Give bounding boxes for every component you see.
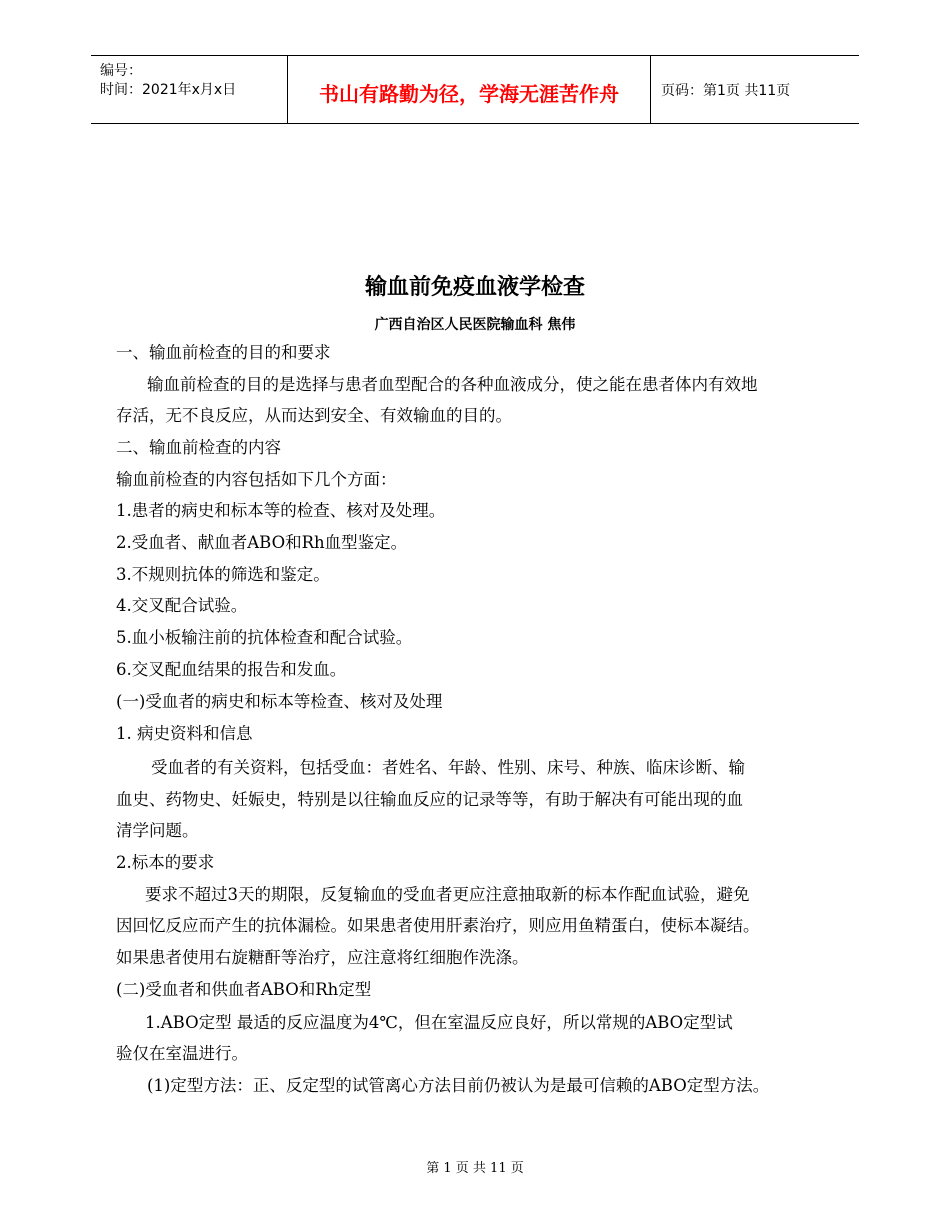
body-line: 输血前检查的目的是选择与患者血型配合的各种血液成分，使之能在患者体内有效地 [147,375,758,394]
document-date: 时间：2021年x月x日 [100,82,237,98]
body-line: (1)定型方法：正、反定型的试管离心方法目前仍被认为是最可信赖的ABO定型方法。 [147,1076,770,1095]
document-number-label: 编号： [100,63,142,79]
subsection-heading: 1. 病史资料和信息 [116,724,253,743]
body-line: 1.ABO定型 最适的反应温度为4℃，但在室温反应良好，所以常规的ABO定型试 [145,1013,733,1032]
document-header [91,55,859,124]
subsection-heading: 2.标本的要求 [116,853,215,872]
header-motto: 书山有路勤为径，学海无涯苦作舟 [319,82,619,106]
body-line: 血史、药物史、妊娠史，特别是以往输血反应的记录等等，有助于解决有可能出现的血 [116,790,743,809]
document-author: 广西自治区人民医院输血科 焦伟 [374,317,576,333]
body-line: 验仅在室温进行。 [116,1044,248,1063]
list-item: 6.交叉配血结果的报告和发血。 [116,660,347,679]
body-line: 因回忆反应而产生的抗体漏检。如果患者使用肝素治疗，则应用鱼精蛋白，使标本凝结。 [116,916,760,935]
list-item: 4.交叉配合试验。 [116,596,248,615]
page-footer: 第 1 页 共 11 页 [426,1161,524,1176]
list-item: 5.血小板输注前的抗体检查和配合试验。 [116,628,413,647]
document-title: 输血前免疫血液学检查 [364,275,585,300]
list-item: 3.不规则抗体的筛选和鉴定。 [116,565,330,584]
section-heading: 一、输血前检查的目的和要求 [116,343,331,362]
list-item: 2.受血者、献血者ABO和Rh血型鉴定。 [116,533,408,552]
body-line: 要求不超过3天的期限，反复输血的受血者更应注意抽取新的标本作配血试验，避免 [145,885,750,904]
body-line: 存活，无不良反应，从而达到安全、有效输血的目的。 [116,406,512,425]
body-line: 受血者的有关资料，包括受血：者姓名、年龄、性别、床号、种族、临床诊断、输 [151,758,745,777]
header-left-cell [91,56,287,123]
header-middle-cell [287,56,651,123]
body-line: 清学问题。 [116,821,199,840]
header-page-info: 页码：第1页 共11页 [661,83,791,99]
section-heading: 二、输血前检查的内容 [116,438,281,457]
subsection-heading: (一)受血者的病史和标本等检查、核对及处理 [116,692,443,711]
subsection-heading: (二)受血者和供血者ABO和Rh定型 [116,980,372,999]
body-line: 如果患者使用右旋糖酐等治疗，应注意将红细胞作洗涤。 [116,948,529,967]
body-line: 输血前检查的内容包括如下几个方面： [116,470,397,489]
header-right-cell [651,56,859,123]
list-item: 1.患者的病史和标本等的检查、核对及处理。 [116,501,446,520]
